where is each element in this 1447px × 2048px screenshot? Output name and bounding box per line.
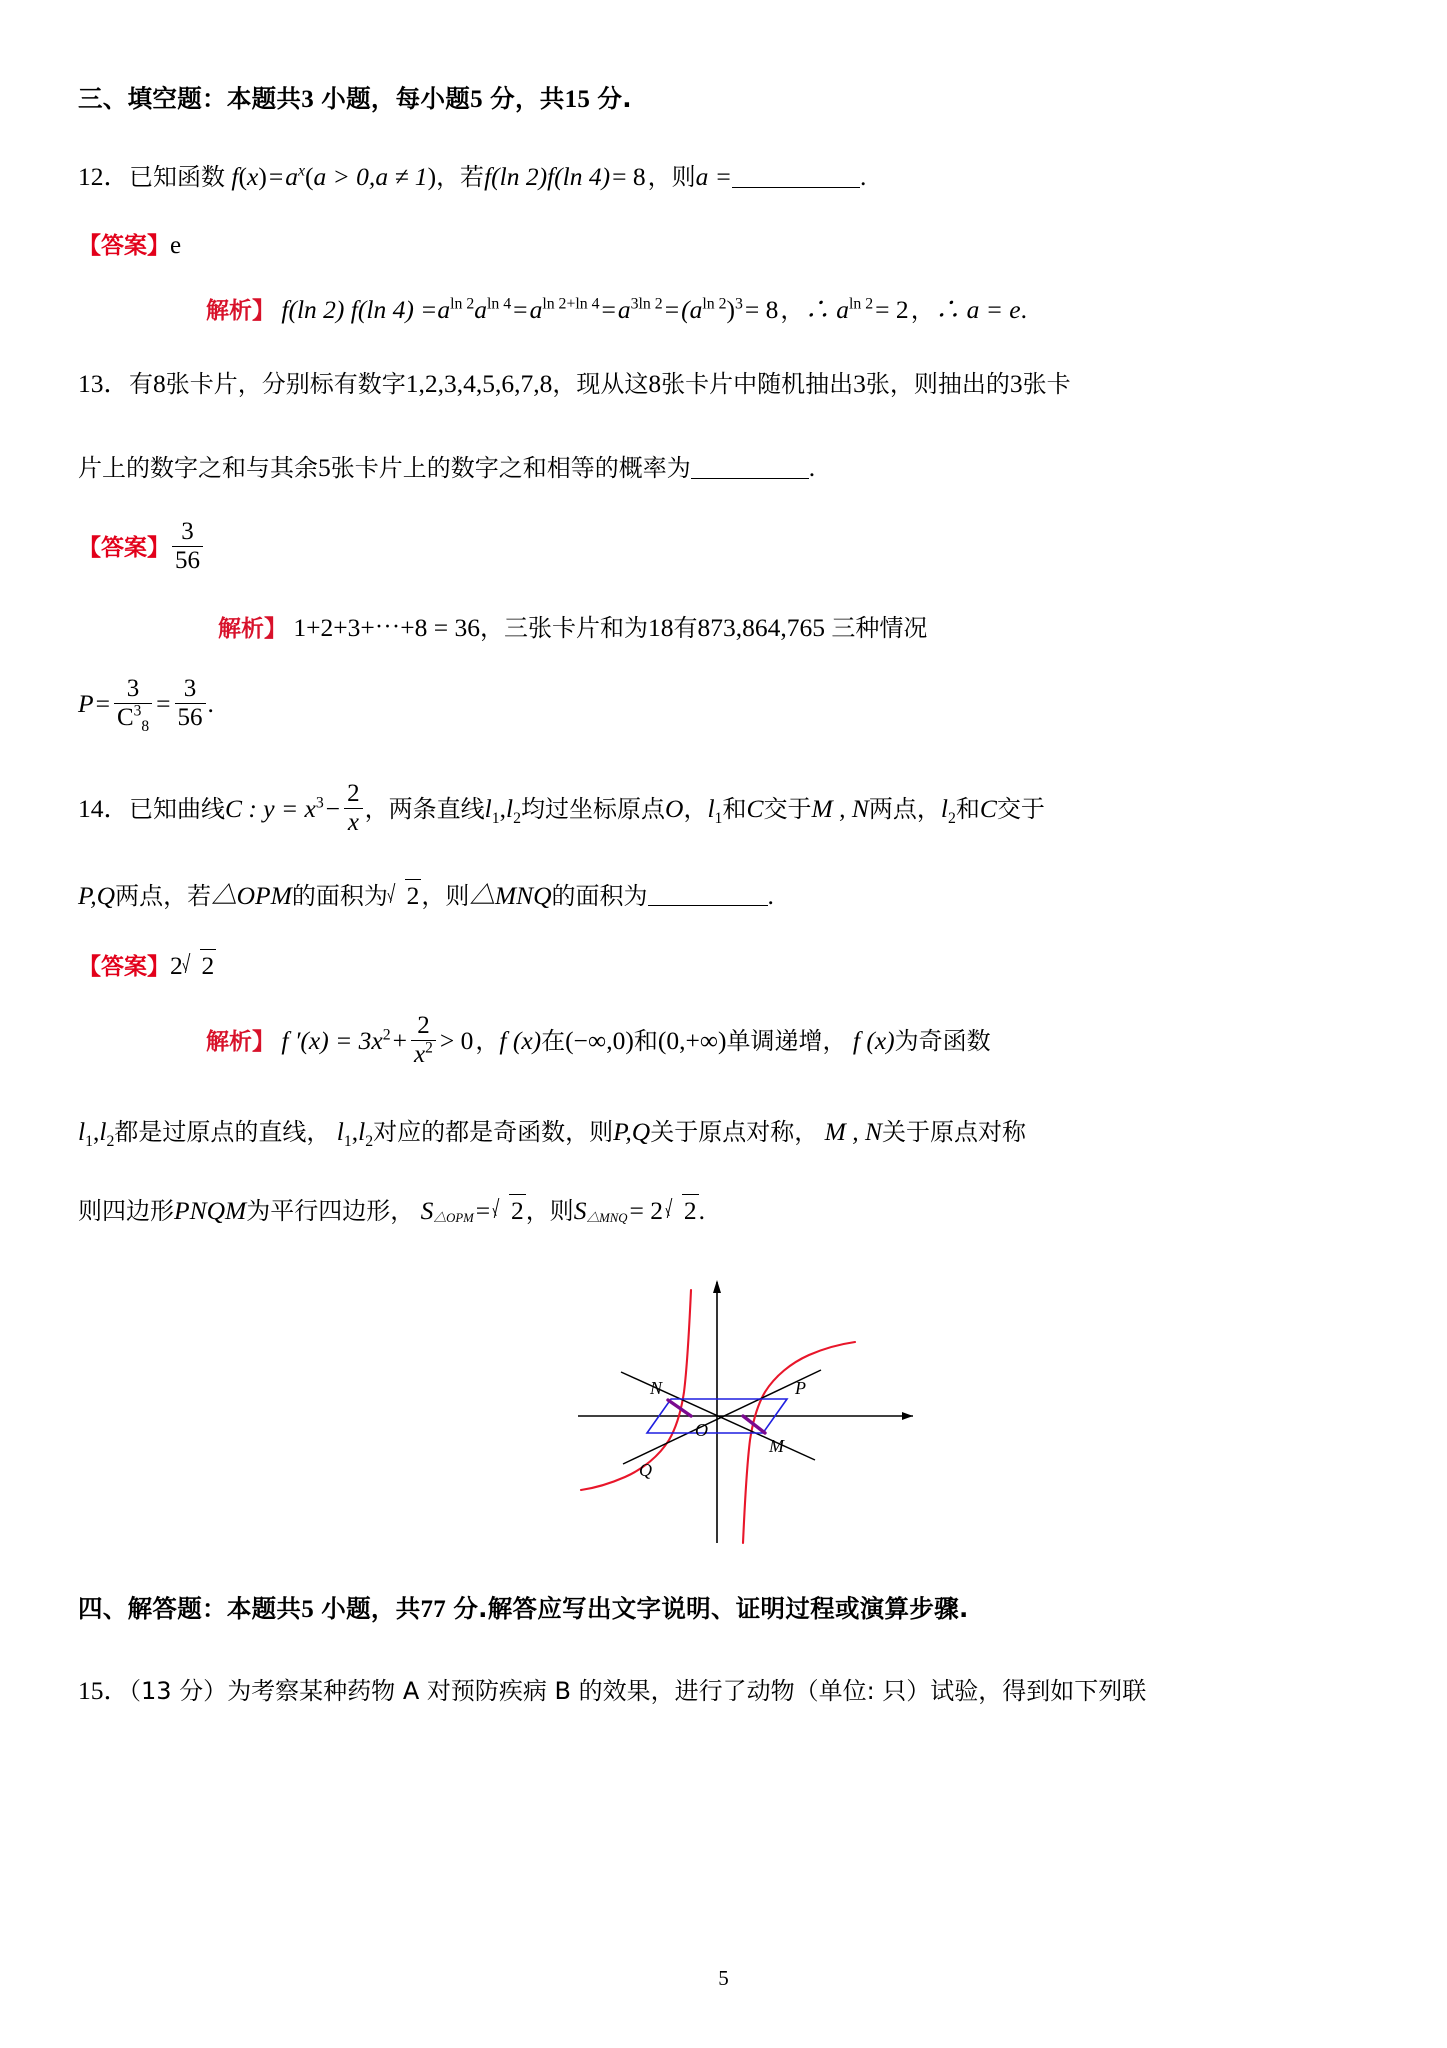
q13-answer-denominator: 56 (175, 546, 200, 574)
question-13-stem-line-2 (78, 448, 1368, 483)
q14-sol1-interval-2: (0,+∞) (657, 1025, 727, 1055)
q12-f-ln2: f(ln 2) (484, 162, 548, 191)
q14-sol1-fx-2: f (x) (852, 1025, 895, 1055)
q14-l2-e: 的面积为 (551, 881, 648, 910)
q14-curve: C : y = x (225, 793, 316, 823)
q14-l1-comma: , (499, 793, 507, 823)
q14-sol1-frac-num: 2 (411, 1013, 436, 1041)
q14-sol2-l2-b: l (358, 1116, 366, 1146)
q13-l1-nums: 1,2,3,4,5,6,7,8 (405, 369, 553, 398)
q12-f: f (231, 162, 239, 191)
q15-text: 为考察某种药物 A 对预防疾病 B 的效果，进行了动物（单位: 只）试验，得到如下列联 (227, 1676, 1147, 1705)
q14-curve-frac-num: 2 (344, 781, 363, 809)
q14-points-PQ: P,Q (78, 880, 116, 910)
label-M: M (769, 1435, 784, 1456)
section-fill-in-desc-c: 分，共 (490, 84, 565, 113)
q13-l1-n1: 8 (153, 369, 166, 398)
section-solve-desc-b: 小题，共 (321, 1593, 421, 1623)
q13-l1-b: 张卡片，分别标有数字 (165, 370, 406, 398)
q12-paren-open: ( (238, 162, 247, 191)
q14-sol2-l1: l (78, 1116, 86, 1146)
q14-sol3-eq2: = 2 (629, 1195, 664, 1225)
section-fill-in-desc-d: 分. (597, 84, 632, 113)
q13-l1-n4: 3 (1009, 369, 1023, 398)
q14-l1-d: ， (683, 794, 708, 823)
q14-sol1-frac-den-x: x (414, 1040, 426, 1068)
q13-answer-fraction (172, 519, 203, 574)
q12-sol-t5-pow: 3 (734, 295, 743, 313)
q14-l1-ref-2-sub: 2 (947, 809, 956, 827)
q12-answer-value: e (170, 232, 182, 259)
q14-number: 14． (78, 793, 130, 823)
q14-sqrt-2 (389, 879, 422, 911)
q14-sol3-S1-sub: △OPM (433, 1210, 474, 1225)
question-13-stem-line-1 (78, 364, 1368, 400)
q12-equals: = (268, 162, 284, 191)
y-axis-arrow (713, 1280, 721, 1293)
q14-l1-g: 两点， (868, 794, 941, 823)
question-14-solution-line-2 (78, 1112, 1368, 1150)
question-14-solution-line-3 (78, 1191, 1368, 1226)
q14-sol3-sqrt-2 (666, 1194, 699, 1226)
section-solve-label: 四、解答题： (78, 1593, 227, 1623)
q13-l2-a: 片上的数字之和与其余 (78, 454, 318, 482)
section-solve-desc-c: 分.解答应写出文字说明、证明过程或演算步骤. (453, 1593, 969, 1623)
q14-l1-line-1-sub: 1 (491, 809, 500, 827)
q13-p-C-sub: 8 (141, 717, 150, 735)
q14-sol1-gt: > 0 (439, 1025, 474, 1055)
q13-p-den-2: 56 (177, 703, 203, 731)
q14-sol3-S2-sub: △MNQ (586, 1210, 628, 1225)
q14-sol3-PNQM: PNQM (174, 1195, 247, 1225)
q13-l2-b: 张卡片上的数字之和相等的概率为 (330, 454, 691, 482)
q14-sol1-a: f ′(x) = 3x (281, 1025, 383, 1055)
question-12-answer (78, 227, 1368, 260)
point-labels (639, 1378, 806, 1480)
q14-solution-label: 解析】 (206, 1028, 275, 1055)
question-13-probability (78, 674, 1368, 735)
q14-l2-d: ，则 (421, 881, 470, 910)
q14-answer-coefficient: 2 (170, 950, 183, 980)
section-fill-in-label: 三、填空题： (78, 84, 227, 113)
q13-number: 13． (78, 369, 130, 398)
section-fill-in-per: 5 (470, 86, 483, 113)
q14-sol3-sqrt-2-radicand: 2 (683, 1195, 697, 1225)
q12-a-equals: a = (695, 162, 732, 191)
question-14-stem-line-2 (78, 876, 1368, 912)
q13-l1-c: ，现从这 (552, 370, 649, 398)
q14-triangle-MNQ: △MNQ (469, 880, 552, 910)
curve-left-branch (581, 1290, 691, 1490)
q14-sol1-d: 和 (633, 1026, 658, 1055)
q13-sol-n18: 18 (648, 612, 674, 642)
q14-l1-ref-2: l (940, 793, 948, 823)
section-fill-in-total: 15 (564, 86, 591, 113)
q12-sol-concl1: ∴ a (804, 295, 850, 324)
section-fill-in-desc-b: 小题，每小题 (321, 84, 471, 113)
q14-sol1-interval-1: (−∞,0) (565, 1025, 634, 1055)
q14-sol2-comma-1: , (93, 1116, 100, 1146)
question-12-stem: 12．已知函数 $f(x)=a^x(a > 0,a \ne 1)$，若f(ln 2)f(ln 4)= 8，则a = . (78, 162, 867, 191)
cubic-hyperbola-parallelogram-svg (443, 1268, 1003, 1563)
q12-sol-t5-exp: ln 2 (702, 295, 727, 313)
q14-sol3-end: . (698, 1195, 705, 1225)
question-13-answer (78, 519, 1368, 574)
page-content (78, 80, 1368, 1707)
q13-l1-d: 张卡片中随机抽出 (661, 370, 854, 398)
q13-p-num-1: 3 (114, 676, 152, 704)
q14-sol3-c: ，则 (525, 1196, 574, 1225)
label-Q: Q (639, 1459, 652, 1480)
q12-var-x: x (246, 162, 259, 191)
q14-sol2-a: 都是过原点的直线， (114, 1117, 331, 1146)
q12-f-ln4: f(ln 4) (547, 162, 611, 191)
q13-sol-triples: 873,864,765 (697, 612, 826, 642)
q14-sol2-l1-b-sub: 1 (343, 1132, 352, 1150)
q13-p-end: . (207, 688, 214, 718)
q12-solution-label: 解析】 (206, 298, 275, 324)
q14-l2-b: 两点，若 (115, 881, 212, 910)
q13-p-den-1 (114, 702, 152, 735)
q14-sol3-eq1: = (475, 1195, 491, 1225)
q14-l2-end: . (767, 880, 774, 910)
section-fill-in-count: 3 (301, 86, 315, 113)
q14-curve-minus: − (325, 793, 341, 823)
q12-equals-8: = 8 (612, 162, 646, 191)
q14-points-MN: M , N (811, 793, 869, 823)
q12-sol-concl1-exp: ln 2 (849, 295, 874, 313)
q14-sol1-plus: + (392, 1025, 408, 1055)
q13-p-C: C (116, 703, 134, 731)
q15-number: 15． (78, 1675, 130, 1705)
q13-p-C-sup: 3 (133, 702, 142, 720)
x-axis-arrow (902, 1412, 913, 1420)
q12-sol-t2: a (474, 295, 488, 324)
q12-stem-text-3: ，则 (647, 163, 696, 191)
q14-sol1-f: 为奇函数 (894, 1026, 991, 1055)
q14-sol3-S2: S (573, 1195, 587, 1225)
q12-sol-concl1-val: = 2 (875, 295, 909, 324)
q13-p-fraction-2 (175, 676, 206, 731)
q12-base-a: a (285, 162, 298, 191)
q14-sol3-b: 为平行四边形， (246, 1196, 415, 1225)
q14-sqrt-2-radicand: 2 (406, 880, 420, 910)
q13-l2-end: . (808, 453, 816, 482)
q14-l1-c: 均过坐标原点 (521, 794, 666, 823)
q13-answer-blank[interactable] (691, 453, 809, 478)
q13-answer-numerator: 3 (172, 519, 203, 547)
q14-l1-line-2-sub: 2 (513, 809, 522, 827)
question-13-solution (78, 608, 1368, 644)
q12-sol-t3: a (529, 295, 543, 324)
q14-sol2-PQ: P,Q (613, 1116, 651, 1146)
q14-answer-sqrt-radicand: 2 (201, 950, 215, 980)
question-12-solution: 解析】 f(ln 2) f(ln $4) =a^{ln 2}a^{ln 4}=a^{ln 2+ln 4}=a^{3ln 2}=(a^{ln 2})^3= 8$，∴ $a^{ln 2}= 2$，∴ a = e. (206, 295, 1027, 324)
q14-sol2-l2-sub: 2 (106, 1132, 115, 1150)
label-P: P (795, 1377, 806, 1398)
q14-sol1-frac-den-exp: 2 (425, 1039, 433, 1057)
q13-p-fraction-1 (114, 674, 152, 735)
q12-answer-label: 【答案】 (78, 233, 170, 259)
q14-sol3-a: 则四边形 (78, 1196, 174, 1225)
q13-sol-cn-b: 有 (673, 613, 698, 642)
section-fill-in-desc-a: 本题共 (226, 84, 302, 113)
section-fill-in-heading (78, 80, 1368, 115)
q12-sol-t1-exp: ln 2 (450, 295, 475, 313)
q13-l1-a: 有 (129, 370, 154, 398)
section-solve-count: 5 (301, 1595, 315, 1623)
q12-exponent-x: x (297, 162, 305, 180)
question-14-answer (78, 948, 1368, 981)
q14-l1-b: ，两条直线 (364, 794, 485, 823)
q14-sol3-sqrt-1-radicand: 2 (510, 1195, 524, 1225)
section-solve-total: 77 (420, 1595, 447, 1623)
section-solve-heading (78, 1590, 1368, 1625)
q14-l1-f: 交于 (763, 794, 812, 823)
q13-p-num-2: 3 (175, 676, 206, 704)
q14-curve-fraction (344, 781, 363, 836)
q14-origin-O: O (665, 793, 684, 823)
q13-solution-label: 解析】 (218, 615, 287, 642)
q14-sol2-comma-2: , (351, 1116, 359, 1146)
label-N: N (650, 1377, 663, 1398)
q14-l1-ref-1-sub: 1 (714, 809, 723, 827)
label-O: O (695, 1419, 708, 1440)
q14-sol1-e: 单调递增， (726, 1026, 847, 1055)
q14-l1-a: 已知曲线 (129, 794, 226, 823)
q12-answer-blank[interactable] (732, 162, 860, 187)
q12-sol-t5: (a (681, 295, 703, 324)
q14-sol3-S1: S (420, 1195, 434, 1225)
q13-sol-cn-a: ，三张卡片和为 (480, 613, 649, 642)
q13-l1-f: 张卡 (1022, 370, 1071, 398)
q14-sol2-l2: l (99, 1116, 107, 1146)
q12-cond-ne: a ≠ 1 (375, 162, 428, 191)
q14-curve-exp: 3 (315, 794, 324, 812)
q12-sol-t1: a (437, 295, 451, 324)
q13-l1-n2: 8 (648, 369, 662, 398)
q13-answer-label: 【答案】 (78, 534, 170, 561)
q14-answer-blank[interactable] (648, 881, 768, 906)
q13-l2-n1: 5 (318, 453, 331, 482)
q14-sol1-b: ， (475, 1026, 500, 1055)
q12-sol-end: . (1020, 295, 1027, 324)
q12-stem-text-1: 已知函数 (129, 163, 226, 191)
q14-sol2-d: 关于原点对称 (881, 1117, 1026, 1146)
q13-sol-sum: 1+2+3+⋯+8 = 36 (293, 612, 481, 642)
q12-stem-text-2: ，若 (436, 163, 485, 191)
q14-l1-line-1: l (484, 793, 492, 823)
page-number: 5 (718, 1966, 729, 1990)
curve-right-branch (743, 1342, 855, 1543)
q14-curve-frac-den: x (347, 808, 359, 836)
q14-sol2-c: 关于原点对称， (650, 1117, 819, 1146)
q14-l1-h: 和 (955, 794, 980, 823)
q13-l1-n3: 3 (853, 369, 866, 398)
q14-sol2-l1-sub: 1 (85, 1132, 93, 1150)
q14-l2-c: 的面积为 (291, 881, 388, 910)
q12-period: . (859, 162, 867, 191)
q13-p-label: P (78, 688, 94, 718)
q15-score: （13 分） (129, 1676, 228, 1705)
q12-sol-t3-exp: ln 2+ln 4 (542, 295, 600, 313)
q14-sol2-b: 对应的都是奇函数，则 (373, 1117, 614, 1146)
q13-l1-e: 张，则抽出的 (865, 370, 1010, 398)
q14-l1-i: 交于 (996, 794, 1045, 823)
q14-sol1-c: 在 (541, 1026, 566, 1055)
question-14-stem-line-1: 14．已知曲线C : $y = x^3-$ $\frac{2}{x}$ ，两条直线$l_1,l_2$均过坐标原点O，$l_1$和C交于M , N两点，$l_2$和C交于 (78, 779, 1045, 836)
section-solve-desc-a: 本题共 (226, 1593, 302, 1623)
question-14-figure (78, 1268, 1368, 1568)
q13-sol-cn-c: 三种情况 (831, 613, 928, 642)
q14-l1-ref-1: l (707, 793, 715, 823)
question-14-solution-line-1 (78, 1013, 1368, 1068)
q12-sol-concl2: ∴ a = e (934, 295, 1021, 324)
q13-p-eq-2: = (156, 688, 171, 718)
q14-answer-label: 【答案】 (78, 953, 170, 980)
q12-paren-close: ) (258, 162, 267, 191)
q12-cond-gt: a > 0, (313, 162, 376, 191)
q14-triangle-OPM: △OPM (211, 880, 292, 910)
q14-sol2-l1-b: l (336, 1116, 344, 1146)
q14-sol2-MN: M , N (824, 1116, 882, 1146)
q14-l1-e: 和 (722, 794, 747, 823)
q14-sol1-frac-den (411, 1041, 436, 1068)
question-15-stem (78, 1671, 1368, 1707)
q12-sol-t2-exp: ln 4 (487, 295, 512, 313)
q12-sol-lhs: f(ln 2) f(ln 4) = (281, 295, 438, 324)
q14-l1-line-2: l (506, 793, 514, 823)
q12-sol-t4: a (617, 295, 631, 324)
q14-sol2-l2-b-sub: 2 (365, 1132, 374, 1150)
q14-sol1-fx: f (x) (499, 1025, 542, 1055)
q12-sol-eq8: = 8 (744, 295, 779, 324)
q13-p-eq: = (95, 688, 110, 718)
q14-sol1-exp: 2 (382, 1026, 391, 1044)
q14-answer-sqrt (184, 949, 217, 981)
q14-sol1-fraction (411, 1013, 436, 1068)
q12-number: 12． (78, 162, 130, 191)
q12-sol-t4-exp: 3ln 2 (630, 295, 663, 313)
q12-sol-t5-close: ) (726, 295, 735, 324)
q14-sol3-sqrt-1 (493, 1194, 526, 1226)
